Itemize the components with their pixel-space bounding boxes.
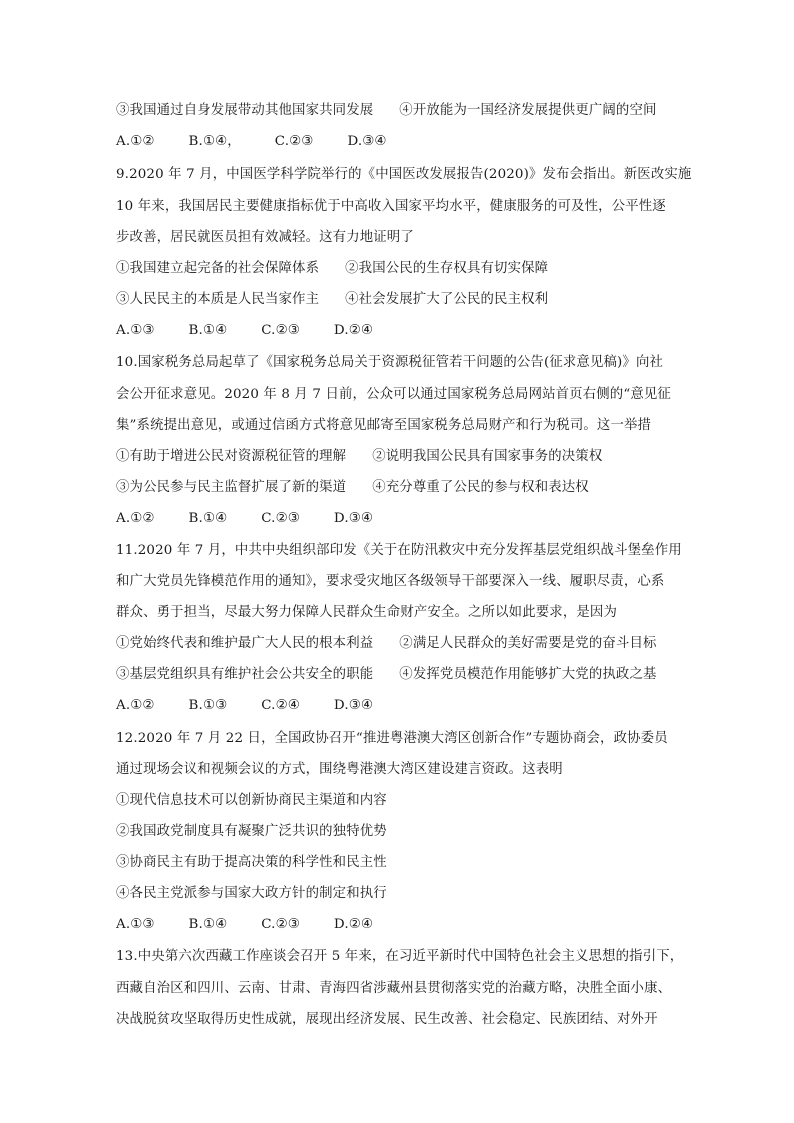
q12-answer-c: C.②③ [261, 917, 300, 932]
q10-answer-a: A.①② [116, 511, 155, 526]
q12-option-1: ①现代信息技术可以创新协商民主渠道和内容 [116, 793, 387, 808]
q12-stem-line-2: 通过现场会议和视频会议的方式，围绕粤港澳大湾区建设建言资政。这表明 [116, 762, 563, 777]
q12-stem-line-1: 12.2020 年 7 月 22 日，全国政协召开“推进粤港澳大湾区创新合作”专题协商会，政协委员 [116, 731, 668, 746]
q10-answers [116, 509, 686, 529]
q9-answer-d: D.②④ [333, 323, 374, 338]
q12-option-4: ④各民主党派参与国家大政方针的制定和执行 [116, 886, 387, 901]
q9-options-row-2 [116, 290, 686, 310]
q10-option-3: ③为公民参与民主监督扩展了新的渠道 [116, 480, 347, 495]
q11-options-row-1 [116, 634, 686, 654]
q12-answer-b: B.①④ [188, 917, 228, 932]
q13-stem-line-1: 13.中央第六次西藏工作座谈会召开 5 年来，在习近平新时代中国特色社会主义思想的指引下， [116, 949, 684, 964]
q8-answer-a: A.①② [116, 134, 155, 149]
q12-option-3: ③协商民主有助于提高决策的科学性和民主性 [116, 855, 387, 870]
q8-option-4: ④开放能为一国经济发展提供更广阔的空间 [399, 103, 657, 118]
q10-option-1: ①有助于增进公民对资源税征管的理解 [116, 449, 347, 464]
q12-answer-d: D.②④ [333, 917, 374, 932]
q10-answer-b: B.①④ [188, 511, 228, 526]
q9-options-row-1 [116, 259, 686, 279]
q12-answer-a: A.①③ [116, 917, 155, 932]
q9-answer-c: C.②③ [261, 323, 300, 338]
q11-option-4: ④发挥党员模范作用能够扩大党的执政之基 [399, 667, 657, 682]
q11-answer-d: D.③④ [333, 698, 374, 713]
q11-stem-line-1: 11.2020 年 7 月，中共中央组织部印发《关于在防汛救灾中充分发挥基层党组织战斗堡垒作用 [116, 543, 682, 558]
q11-option-3: ③基层党组织具有维护社会公共安全的职能 [116, 667, 374, 682]
q9-stem-line-2: 10 年来，我国居民主要健康指标优于中高收入国家平均水平，健康服务的可及性，公平性逐 [116, 199, 666, 214]
q9-option-3: ③人民民主的本质是人民当家作主 [116, 292, 320, 307]
q10-stem-line-1: 10.国家税务总局起草了《国家税务总局关于资源税征管若干问题的公告(征求意见稿)》向社 [116, 355, 664, 370]
q10-answer-d: D.③④ [333, 511, 374, 526]
q13-stem-line-2: 西藏自治区和四川、云南、甘肃、青海四省涉藏州县贯彻落实党的治藏方略，决胜全面小康、 [116, 981, 672, 996]
q11-answer-c: C.②④ [261, 698, 300, 713]
q11-stem-line-3: 群众、勇于担当，尽最大努力保障人民群众生命财产安全。之所以如此要求，是因为 [116, 605, 618, 620]
q11-stem-line-2: 和广大党员先锋模范作用的通知》，要求受灾地区各级领导干部要深入一线、履职尽责，心系 [116, 574, 665, 589]
q12-option-2: ②我国政党制度具有凝聚广泛共识的独特优势 [116, 824, 387, 839]
q11-answers [116, 696, 686, 716]
q10-options-row-2 [116, 478, 686, 498]
q10-stem-line-3: 集”系统提出意见，或通过信函方式将意见邮寄至国家税务总局财产和行为税司。这一举措 [116, 418, 652, 433]
q11-option-1: ①党始终代表和维护最广大人民的根本利益 [116, 636, 374, 651]
q8-answer-d: D.③④ [347, 134, 387, 149]
q11-answer-b: B.①③ [188, 698, 228, 713]
q9-option-4: ④社会发展扩大了公民的民主权利 [345, 292, 549, 307]
q9-answer-b: B.①④ [188, 323, 228, 338]
q9-stem-line-3: 步改善，居民就医员担有效减轻。这有力地证明了 [116, 230, 414, 245]
q10-stem-line-2: 会公开征求意见。2020 年 8 月 7 日前，公众可以通过国家税务总局网站首页右侧的“意见征 [116, 387, 671, 402]
q8-option-3: ③我国通过自身发展带动其他国家共同发展 [116, 103, 374, 118]
q10-option-2: ②说明我国公民具有国家事务的决策权 [372, 449, 603, 464]
q8-options-row-2 [116, 101, 686, 121]
q8-answer-b: B.①④， [188, 134, 241, 149]
q9-option-1: ①我国建立起完备的社会保障体系 [116, 261, 320, 276]
q11-option-2: ②满足人民群众的美好需要是党的奋斗目标 [399, 636, 657, 651]
q9-stem-line-1: 9.2020 年 7 月，中国医学科学院举行的《中国医改发展报告(2020)》发布会指出。新医改实施 [116, 167, 692, 182]
q12-answers [116, 915, 686, 935]
q10-answer-c: C.②③ [261, 511, 300, 526]
q9-answer-a: A.①③ [116, 323, 155, 338]
q9-answers [116, 321, 686, 341]
q13-stem-line-3: 决战脱贫攻坚取得历史性成就，展现出经济发展、民生改善、社会稳定、民族团结、对外开 [116, 1012, 658, 1027]
q10-option-4: ④充分尊重了公民的参与权和表达权 [372, 480, 589, 495]
q11-options-row-2 [116, 665, 686, 685]
q11-answer-a: A.①② [116, 698, 155, 713]
q8-answers [116, 132, 686, 152]
q8-answer-c: C.②③ [274, 134, 314, 149]
q10-options-row-1 [116, 447, 686, 467]
q9-option-2: ②我国公民的生存权具有切实保障 [345, 261, 549, 276]
